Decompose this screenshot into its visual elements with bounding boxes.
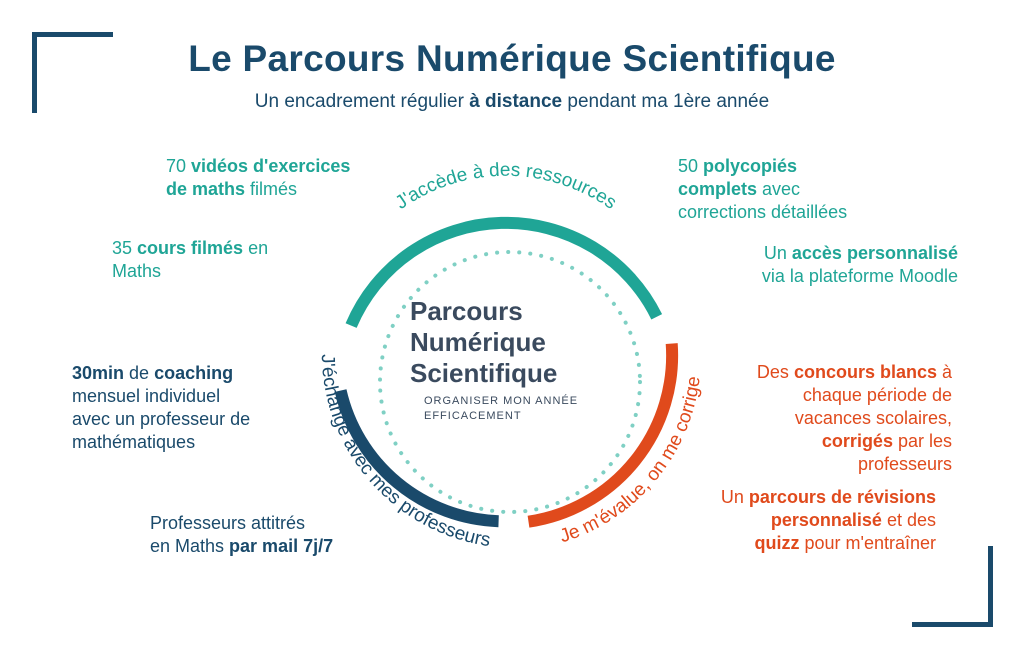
text: Un	[763, 243, 792, 263]
text: Maths	[112, 261, 162, 281]
text: 35	[112, 238, 138, 258]
text-bold: quizz	[754, 533, 800, 553]
info-videos	[166, 155, 396, 201]
arc-label-echange: J'échange avec mes professeurs	[316, 353, 492, 552]
text: Professeurs attitrés	[150, 513, 306, 533]
text: avec	[757, 179, 801, 199]
text-bold: 30min	[72, 363, 125, 383]
text: en	[243, 238, 269, 258]
text-bold: personnalisé	[770, 510, 882, 530]
text: en Maths	[150, 536, 230, 556]
text: Un	[720, 487, 749, 507]
info-professeurs	[150, 512, 380, 558]
text-bold: accès personnalisé	[791, 243, 958, 263]
text: corrections détaillées	[678, 202, 848, 222]
text-bold: corrigés	[821, 431, 893, 451]
subtitle-text-1: Un encadrement régulier	[254, 91, 470, 112]
text: mathématiques	[72, 432, 196, 452]
text-bold: vidéos d'exercices	[191, 156, 351, 176]
info-cours	[112, 237, 312, 283]
text-bold: de maths	[166, 179, 246, 199]
text: via la plateforme Moodle	[761, 266, 958, 286]
info-polycopies	[678, 155, 908, 224]
center-subtitle-line: EFFICACEMENT	[424, 410, 522, 422]
text: Des	[756, 362, 794, 382]
center-subtitle	[424, 394, 634, 424]
arc-label-evaluation: Je m'évalue, on me corrige	[557, 374, 705, 548]
info-concours	[700, 361, 952, 476]
text: vacances scolaires,	[794, 408, 952, 428]
text-bold: complets	[678, 179, 758, 199]
text: et des	[881, 510, 936, 530]
text-bold: polycopiés	[703, 156, 798, 176]
text-bold: coaching	[154, 363, 234, 383]
arc-label-ressources: J'accède à des ressources	[391, 159, 621, 214]
center-subtitle-line: ORGANISER MON ANNÉE	[424, 395, 579, 407]
center-title-line: Parcours	[410, 296, 523, 326]
center-title	[410, 296, 630, 389]
text: pour m'entraîner	[799, 533, 936, 553]
center-title-line: Scientifique	[410, 358, 558, 388]
info-coaching	[72, 362, 302, 454]
text: filmés	[245, 179, 298, 199]
text: à	[936, 362, 952, 382]
text: 70	[166, 156, 192, 176]
page-title: Le Parcours Numérique Scientifique	[188, 38, 836, 79]
text: de	[124, 363, 155, 383]
text: avec un professeur de	[72, 409, 251, 429]
text-bold: par mail 7j/7	[229, 536, 334, 556]
text-bold: cours filmés	[137, 238, 244, 258]
subtitle-text-bold: à distance	[469, 91, 563, 112]
info-moodle	[690, 242, 958, 288]
text: par les	[892, 431, 952, 451]
text-bold: parcours de révisions	[748, 487, 936, 507]
subtitle-text-2: pendant ma 1ère année	[562, 91, 770, 112]
text: 50	[678, 156, 704, 176]
text: mensuel individuel	[72, 386, 221, 406]
center-title-line: Numérique	[410, 327, 546, 357]
text-bold: concours blancs	[793, 362, 937, 382]
info-revisions	[660, 486, 936, 555]
text: chaque période de	[802, 385, 952, 405]
text: professeurs	[857, 454, 952, 474]
